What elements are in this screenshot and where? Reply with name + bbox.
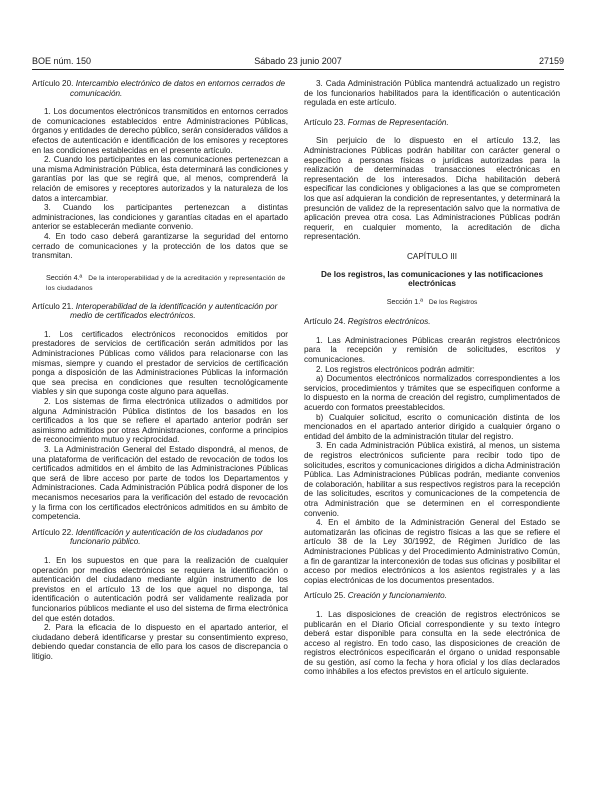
article-title: Interoperabilidad de la identificación y autenticación por medio de certificados electrónicos. <box>70 301 278 321</box>
section-label: Sección 4.ª <box>46 272 83 282</box>
paragraph: 2. Cuando los participantes en las comunicaciones pertenezcan a una misma Administración Pública, ésta determinará las condiciones y garantías por las que se regirá que, al menos, comprenderá la relación de emisores y receptores autorizados y la naturaleza de los datos a intercambiar. <box>32 155 288 203</box>
article-24-heading <box>304 317 560 327</box>
paragraph: 1. Las disposiciones de creación de registros electrónicos se publicarán en el Diario Oficial correspondiente y su texto íntegro deberá estar disponible para consulta en la sede electrónica de acceso al registro. En todo caso, las disposiciones de creación de registros electrónicos especificarán el órgano o unidad responsable de su gestión, así como la fecha y hora oficial y los días declarados como inhábiles a los efectos previstos en el artículo siguiente. <box>304 609 560 677</box>
paragraph: 2. Los registros electrónicos podrán admitir: <box>316 364 475 374</box>
article-title: Identificación y autenticación de los ciudadanos por funcionario público. <box>70 527 263 547</box>
header-rule <box>32 69 564 70</box>
paragraph: 1. Los documentos electrónicos transmitidos en entornos cerrados de comunicaciones establecidos entre Administraciones Públicas, órganos y entidades de derecho público, serán considerados válidos a efectos de autenticación e identificación de los emisores y receptores en las condiciones establecidas en el presente artículo. <box>32 107 288 155</box>
paragraph: 3. Cuando los participantes pertenezcan a distintas administraciones, las condiciones y garantías citadas en el apartado anterior se establecerán mediante convenio. <box>32 203 288 232</box>
paragraph: 2. Los sistemas de firma electrónica utilizados o admitidos por alguna Administración Pública distintos de los basados en los certificados a los que se refiere el apartado anterior podrán ser asimismo admitidos por otras Administraciones, conforme a principios de reconocimiento mutuo y reciprocidad. <box>32 397 288 445</box>
paragraph: 2. Para la eficacia de lo dispuesto en el apartado anterior, el ciudadano deberá identificarse y prestar su consentimiento expreso, debiendo quedar constancia de ello para los casos de discrepancia o litigio. <box>32 623 288 661</box>
section-title: De la interoperabilidad y de la acreditación y representación de los ciudadanos <box>46 274 286 292</box>
paragraph: 4. En todo caso deberá garantizarse la seguridad del entorno cerrado de comunicaciones y la protección de los datos que se transmitan. <box>32 231 288 261</box>
paragraph: b) Cualquier solicitud, escrito o comunicación distinta de los mencionados en el apartado anterior dirigido a cualquier órgano o entidad del ámbito de la administración titular del registro. <box>304 412 560 441</box>
article-21-heading <box>32 302 288 321</box>
paragraph: 1. Los certificados electrónicos reconocidos emitidos por prestadores de servicios de certificación serán admitidos por las Administraciones Públicas como válidos para relacionarse con las mismas, siempre y cuando el prestador de servicios de certificación ponga a disposición de las Administraciones Públicas la información que sea precisa en condiciones que resulten tecnológicamente viables y sin que suponga coste alguno para aquellas. <box>32 329 288 397</box>
chapter-label: CAPÍTULO III <box>406 251 458 261</box>
paragraph: a) Documentos electrónicos normalizados correspondientes a los servicios, procedimientos y trámites que se especifiquen conforme a lo dispuesto en la norma de creación del registro, cumplimentados de acuerdo con formatos preestablecidos. <box>304 374 560 413</box>
chapter-title: De los registros, las comunicaciones y las notificaciones electrónicas <box>320 269 544 289</box>
gazette-issue: BOE núm. 150 <box>32 56 92 66</box>
article-number: Artículo 24. <box>304 317 346 327</box>
section-title: De los Registros <box>428 298 478 306</box>
article-22-heading <box>32 528 288 547</box>
article-number: Artículo 22. <box>32 527 74 537</box>
page-number: 27159 <box>538 56 564 66</box>
page-header <box>32 56 564 68</box>
article-25-heading <box>304 591 560 601</box>
paragraph: 4. En el ámbito de la Administración General del Estado se automatizarán las oficinas de registro físicas a las que se refiere el artículo 38 de la Ley 30/1992, de Régimen Jurídico de las Administraciones Públicas y del Procedimiento Administrativo Común, a fin de garantizar la interconexión de todas sus oficinas y posibilitar el acceso por medios electrónicos a los asientos registrales y a las copias electrónicas de los documentos presentados. <box>304 518 560 585</box>
section-1-heading <box>304 297 560 308</box>
paragraph: 3. En cada Administración Pública existirá, al menos, un sistema de registros electrónicos suficiente para recibir todo tipo de solicitudes, escritos y comunicaciones dirigidos a dicha Administración Pública. Las Administraciones Públicas podrán, mediante convenios de colaboración, habilitar a sus respectivos registros para la recepción de las solicitudes, escritos y comunicaciones de la competencia de otra Administración que se determinen en el correspondiente convenio. <box>304 441 560 518</box>
article-title: Creación y funcionamiento. <box>347 591 447 601</box>
article-title: Formas de Representación. <box>347 117 449 127</box>
paragraph: 1. En los supuestos en que para la realización de cualquier operación por medios electrónicos se requiera la identificación o autenticación del ciudadano mediante algún instrumento de los previstos en el artículo 13 de los que aquel no disponga, tal identificación o autenticación podrá ser validamente realizada por funcionarios públicos mediante el uso del sistema de firma electrónica del que estén dotados. <box>32 555 288 623</box>
left-column <box>32 79 288 661</box>
paragraph: 3. La Administración General del Estado dispondrá, al menos, de una plataforma de verificación del estado de revocación de todos los certificados admitidos en el ámbito de las Administraciones Públicas que será de libre acceso por parte de todos los Departamentos y Administraciones. Cada Administración Pública podrá disponer de los mecanismos necesarios para la verificación del estado de revocación y la firma con los certificados electrónicos admitidos en su ámbito de competencia. <box>32 445 288 522</box>
publication-date: Sábado 23 junio 2007 <box>254 56 342 66</box>
article-number: Artículo 25. <box>304 591 346 601</box>
article-23-heading <box>304 118 560 128</box>
article-20-heading <box>32 79 288 98</box>
paragraph: 1. Las Administraciones Públicas crearán registros electrónicos para la recepción y remisión de solicitudes, escritos y comunicaciones. <box>304 335 560 365</box>
article-number: Artículo 23. <box>304 117 346 127</box>
section-4-heading <box>32 273 288 293</box>
article-title: Registros electrónicos. <box>347 317 431 327</box>
article-number: Artículo 21. <box>32 301 74 311</box>
paragraph: Sin perjuicio de lo dispuesto en el artículo 13.2, las Administraciones Públicas podrán habilitar con carácter general o específico a personas físicas o jurídicas autorizadas para la realización de determinadas transacciones electrónicas en representación de los interesados. Dicha habilitación deberá especificar las condiciones y obligaciones a las que se comprometen los que así adquieran la condición de representantes, y determinará la presunción de validez de la representación salvo que la normativa de aplicación prevea otra cosa. Las Administraciones Públicas podrán requerir, en cualquier momento, la acreditación de dicha representación. <box>304 136 560 242</box>
article-title: Intercambio electrónico de datos en entornos cerrados de comunicación. <box>70 79 286 98</box>
article-number: Artículo 20. <box>32 79 74 88</box>
paragraph: 3. Cada Administración Pública mantendrá actualizado un registro de los funcionarios habilitados para la identificación o autenticación regulada en este artículo. <box>304 79 560 108</box>
right-column <box>304 79 560 677</box>
section-label: Sección 1.ª <box>386 296 423 306</box>
